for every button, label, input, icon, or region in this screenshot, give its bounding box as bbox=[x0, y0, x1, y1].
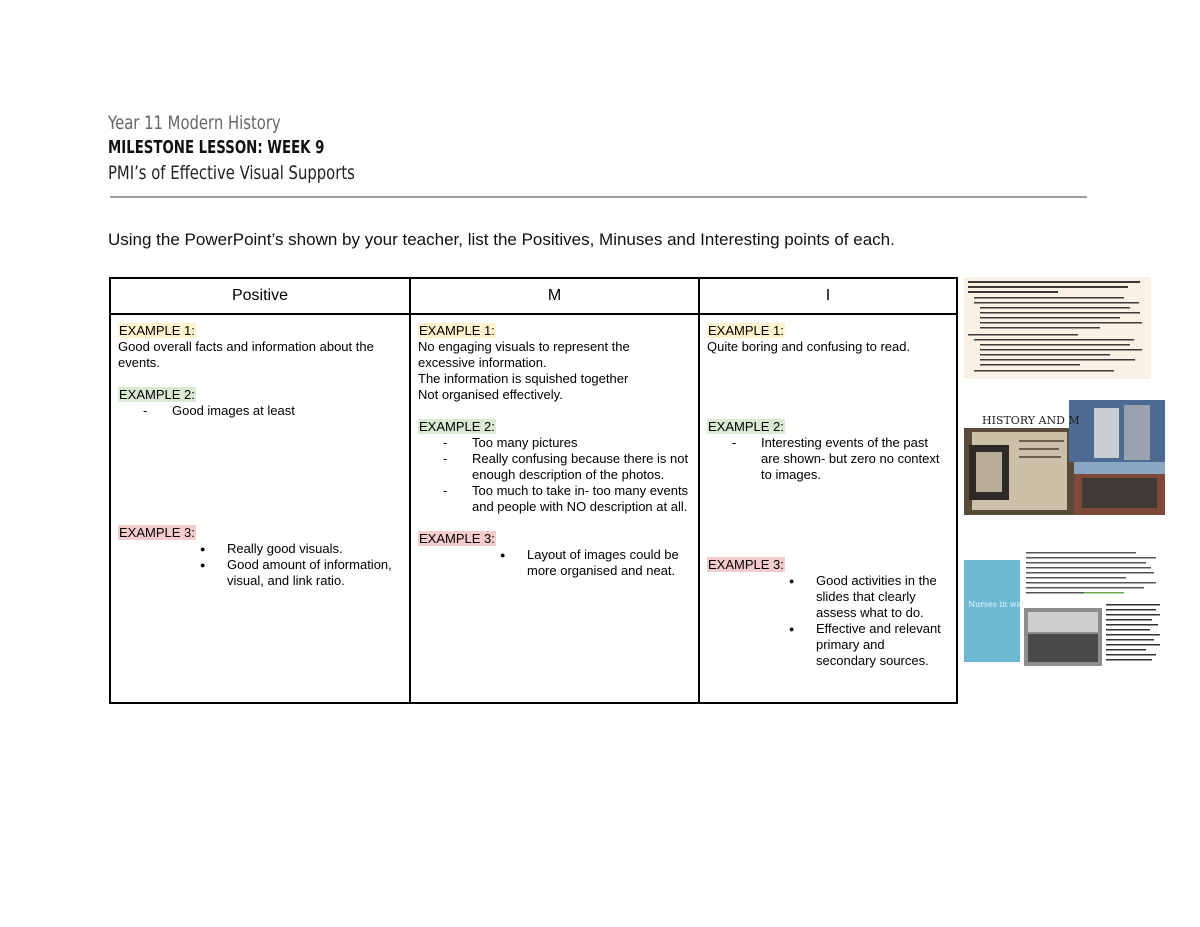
minus-header: M bbox=[410, 278, 699, 314]
topic-title: PMI’s of Effective Visual Supports bbox=[108, 162, 355, 184]
list-item: - Good images at least bbox=[172, 403, 401, 419]
interesting-cell[interactable] bbox=[699, 314, 957, 703]
text-line: Not organised effectively. bbox=[418, 387, 563, 402]
bullet-list bbox=[118, 541, 401, 589]
example-2 bbox=[418, 419, 690, 515]
list-item: ● Effective and relevant primary and secondary sources. bbox=[816, 621, 948, 669]
slide-thumbnail-text-heavy bbox=[964, 277, 1151, 379]
positive-cell[interactable] bbox=[110, 314, 410, 703]
example-3-label: EXAMPLE 3: bbox=[419, 531, 495, 546]
list-item: - Interesting events of the past are shown- but zero no context to images. bbox=[761, 435, 948, 483]
instructions-text: Using the PowerPoint’s shown by your teacher, list the Positives, Minuses and Interesting points of each. bbox=[108, 230, 895, 249]
pmi-table bbox=[109, 277, 958, 704]
example-2-label: EXAMPLE 2: bbox=[419, 419, 495, 434]
text-line: Quite boring and confusing to read. bbox=[707, 339, 911, 354]
example-1 bbox=[707, 323, 948, 355]
example-2 bbox=[118, 387, 401, 419]
milestone-title: MILESTONE LESSON: WEEK 9 bbox=[108, 137, 325, 158]
example-2-label: EXAMPLE 2: bbox=[708, 419, 784, 434]
list-item: ● Really good visuals. bbox=[227, 541, 401, 557]
list-item: - Too many pictures bbox=[472, 435, 690, 451]
list-item: - Too much to take in- too many events and people with NO description at all. bbox=[472, 483, 690, 515]
text-line: The information is squished together bbox=[418, 371, 629, 386]
bullet-list bbox=[418, 547, 690, 579]
slide-thumbnail-photo-collage bbox=[964, 400, 1165, 515]
activity-slide-graphic bbox=[964, 548, 1164, 674]
course-title: Year 11 Modern History bbox=[108, 112, 281, 134]
example-1 bbox=[418, 323, 690, 403]
list-item: - Really confusing because there is not enough description of the photos. bbox=[472, 451, 690, 483]
example-1 bbox=[118, 323, 401, 371]
list-item: ● Layout of images could be more organised and neat. bbox=[527, 547, 690, 579]
example-2-label: EXAMPLE 2: bbox=[119, 387, 195, 402]
example-3 bbox=[418, 531, 690, 579]
positive-header: Positive bbox=[110, 278, 410, 314]
text-line: No engaging visuals to represent the excessive information. bbox=[418, 339, 630, 370]
example-3 bbox=[118, 525, 401, 589]
dash-list bbox=[418, 435, 690, 515]
example-2 bbox=[707, 419, 948, 483]
interesting-header: I bbox=[699, 278, 957, 314]
list-item: ● Good amount of information, visual, and link ratio. bbox=[227, 557, 401, 589]
example-1-label: EXAMPLE 1: bbox=[419, 323, 495, 338]
example-1-label: EXAMPLE 1: bbox=[119, 323, 195, 338]
slide-3-label: Nurses in war bbox=[968, 600, 1026, 609]
slide-thumbnail-activity bbox=[964, 548, 1164, 674]
minus-cell[interactable] bbox=[410, 314, 699, 703]
dash-list bbox=[707, 435, 948, 483]
example-3-label: EXAMPLE 3: bbox=[119, 525, 195, 540]
dash-list bbox=[118, 403, 401, 419]
bullet-list bbox=[707, 573, 948, 669]
list-item: ● Good activities in the slides that clearly assess what to do. bbox=[816, 573, 948, 621]
text-line: Good overall facts and information about the events. bbox=[118, 339, 374, 370]
example-1-label: EXAMPLE 1: bbox=[708, 323, 784, 338]
header-divider bbox=[110, 196, 1087, 198]
example-3 bbox=[707, 557, 948, 669]
text-lines-graphic bbox=[964, 277, 1151, 379]
slide-2-title: HISTORY AND M bbox=[982, 414, 1080, 427]
example-3-label: EXAMPLE 3: bbox=[708, 557, 784, 572]
